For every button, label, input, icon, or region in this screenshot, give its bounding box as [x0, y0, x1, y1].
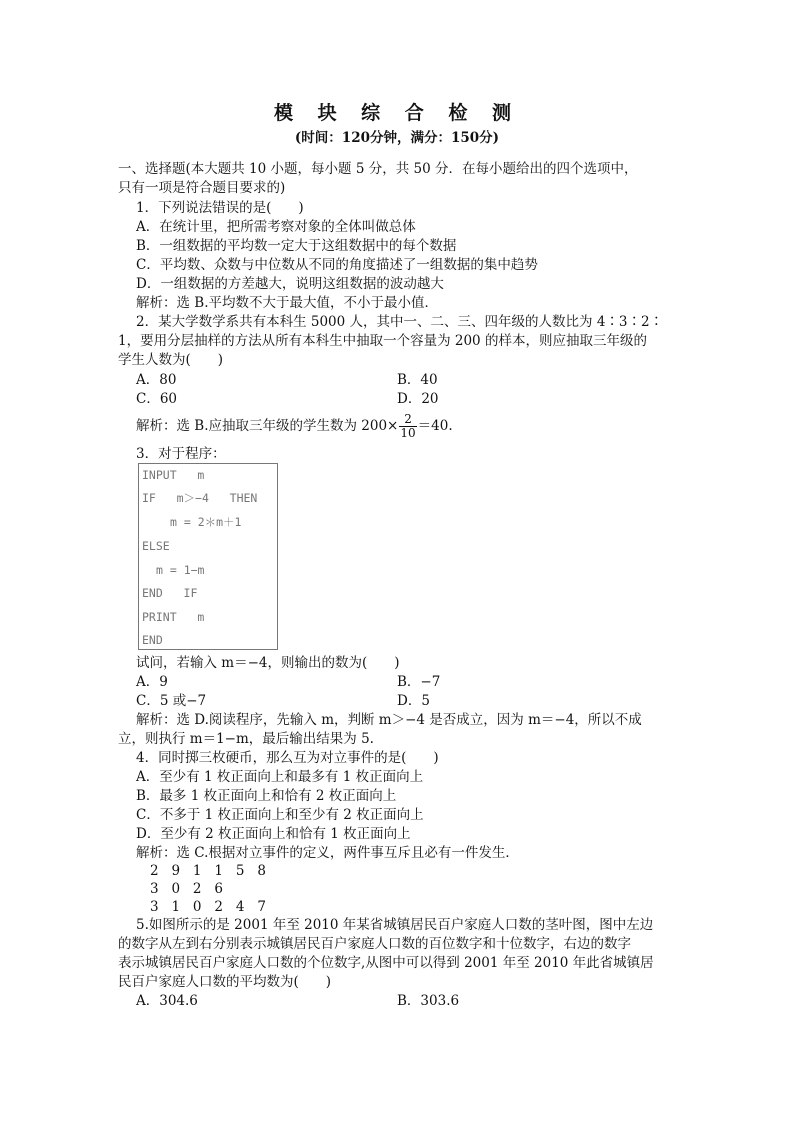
question-stem: 学生人数为( ): [118, 352, 224, 368]
question-stem: 2．某大学数学系共有本科生 5000 人，其中一、二、三、四年级的人数比为 4∶3∶2∶: [136, 314, 664, 330]
question-stem: 的数字从左到右分别表示城镇居民百户家庭人口数的百位数字和十位数字，右边的数字: [118, 936, 631, 952]
option-d: D．一组数据的方差越大，说明这组数据的波动越大: [136, 276, 444, 292]
question-stem: 1，要用分层抽样的方法从所有本科生中抽取一个容量为 200 的样本，则应抽取三年级的: [118, 333, 647, 349]
analysis: 解析：选 B.平均数不大于最大值，不小于最小值．: [136, 295, 439, 311]
fraction-denominator: 10: [400, 426, 416, 440]
code-line: ELSE: [142, 539, 170, 553]
stem-leaf-row: 3 0 2 6: [150, 881, 223, 897]
option-b: B．−7: [397, 674, 441, 690]
section-intro-line: 一、选择题(本大题共 10 小题，每小题 5 分，共 50 分．在每小题给出的四个选项中，: [118, 161, 638, 177]
option-b: B．303.6: [397, 993, 460, 1009]
option-c: C．平均数、众数与中位数从不同的角度描述了一组数据的集中趋势: [136, 257, 538, 273]
program-box: [138, 463, 278, 650]
option-c: C．不多于 1 枚正面向上和至少有 2 枚正面向上: [136, 807, 424, 823]
question-stem: 民百户家庭人口数的平均数为( ): [118, 974, 332, 990]
question-stem: 表示城镇居民百户家庭人口数的个位数字,从图中可以得到 2001 年至 2010 年此省城镇居: [118, 955, 654, 971]
code-line: PRINT m: [142, 610, 205, 624]
stem-leaf-row: 3 1 0 2 4 7: [150, 899, 266, 915]
question-stem: 4．同时掷三枚硬币，那么互为对立事件的是( ): [136, 750, 439, 766]
page-title: 模 块 综 合 检 测: [273, 102, 521, 124]
analysis: 立，则执行 m＝1−m，最后输出结果为 5.: [118, 731, 374, 747]
option-a: A．至少有 1 枚正面向上和最多有 1 枚正面向上: [136, 769, 424, 785]
code-line: INPUT m: [142, 468, 205, 482]
option-a: A．80: [136, 372, 177, 388]
question-stem: 5.如图所示的是 2001 年至 2010 年某省城镇居民百户家庭人口数的茎叶图，图中左边: [136, 917, 654, 933]
analysis: 解析：选 C.根据对立事件的定义，两件事互斥且必有一件发生．: [136, 845, 519, 861]
analysis-text: 解析：选 B.应抽取三年级的学生数为 200×: [136, 418, 399, 434]
option-b: B．最多 1 枚正面向上和恰有 2 枚正面向上: [136, 788, 397, 804]
question-stem: 1．下列说法错误的是( ): [136, 200, 304, 216]
question-stem: 试问，若输入 m＝−4，则输出的数为( ): [136, 655, 400, 671]
option-a: A．9: [136, 674, 168, 690]
option-b: B．一组数据的平均数一定大于这组数据中的每个数据: [136, 238, 457, 254]
option-a: A．在统计里，把所需考察对象的全体叫做总体: [136, 219, 416, 235]
section-intro-line: 只有一项是符合题目要求的): [118, 180, 286, 196]
code-line: m = 2＊m＋1: [170, 515, 242, 529]
code-line: IF m＞−4 THEN: [142, 491, 258, 505]
analysis-text: ＝40.: [417, 418, 453, 434]
option-d: D．至少有 2 枚正面向上和恰有 1 枚正面向上: [136, 826, 411, 842]
fraction-numerator: 2: [399, 413, 416, 427]
option-d: D．5: [397, 693, 430, 709]
fraction: [399, 413, 416, 440]
stem-leaf-row: 2 9 1 1 5 8: [150, 863, 266, 879]
page-subtitle: (时间：120分钟，满分：150分): [294, 130, 500, 146]
code-line: m = 1−m: [156, 563, 205, 577]
code-line: END IF: [142, 586, 198, 600]
option-c: C．60: [136, 391, 178, 407]
code-line: END: [142, 633, 163, 647]
option-a: A．304.6: [136, 993, 198, 1009]
option-c: C．5 或−7: [136, 693, 207, 709]
analysis: 解析：选 D.阅读程序，先输入 m，判断 m＞−4 是否成立，因为 m＝−4，所以不成: [136, 712, 642, 728]
question-stem: 3．对于程序：: [136, 446, 226, 462]
option-d: D．20: [397, 391, 439, 407]
option-b: B．40: [397, 372, 438, 388]
analysis: [136, 411, 453, 441]
